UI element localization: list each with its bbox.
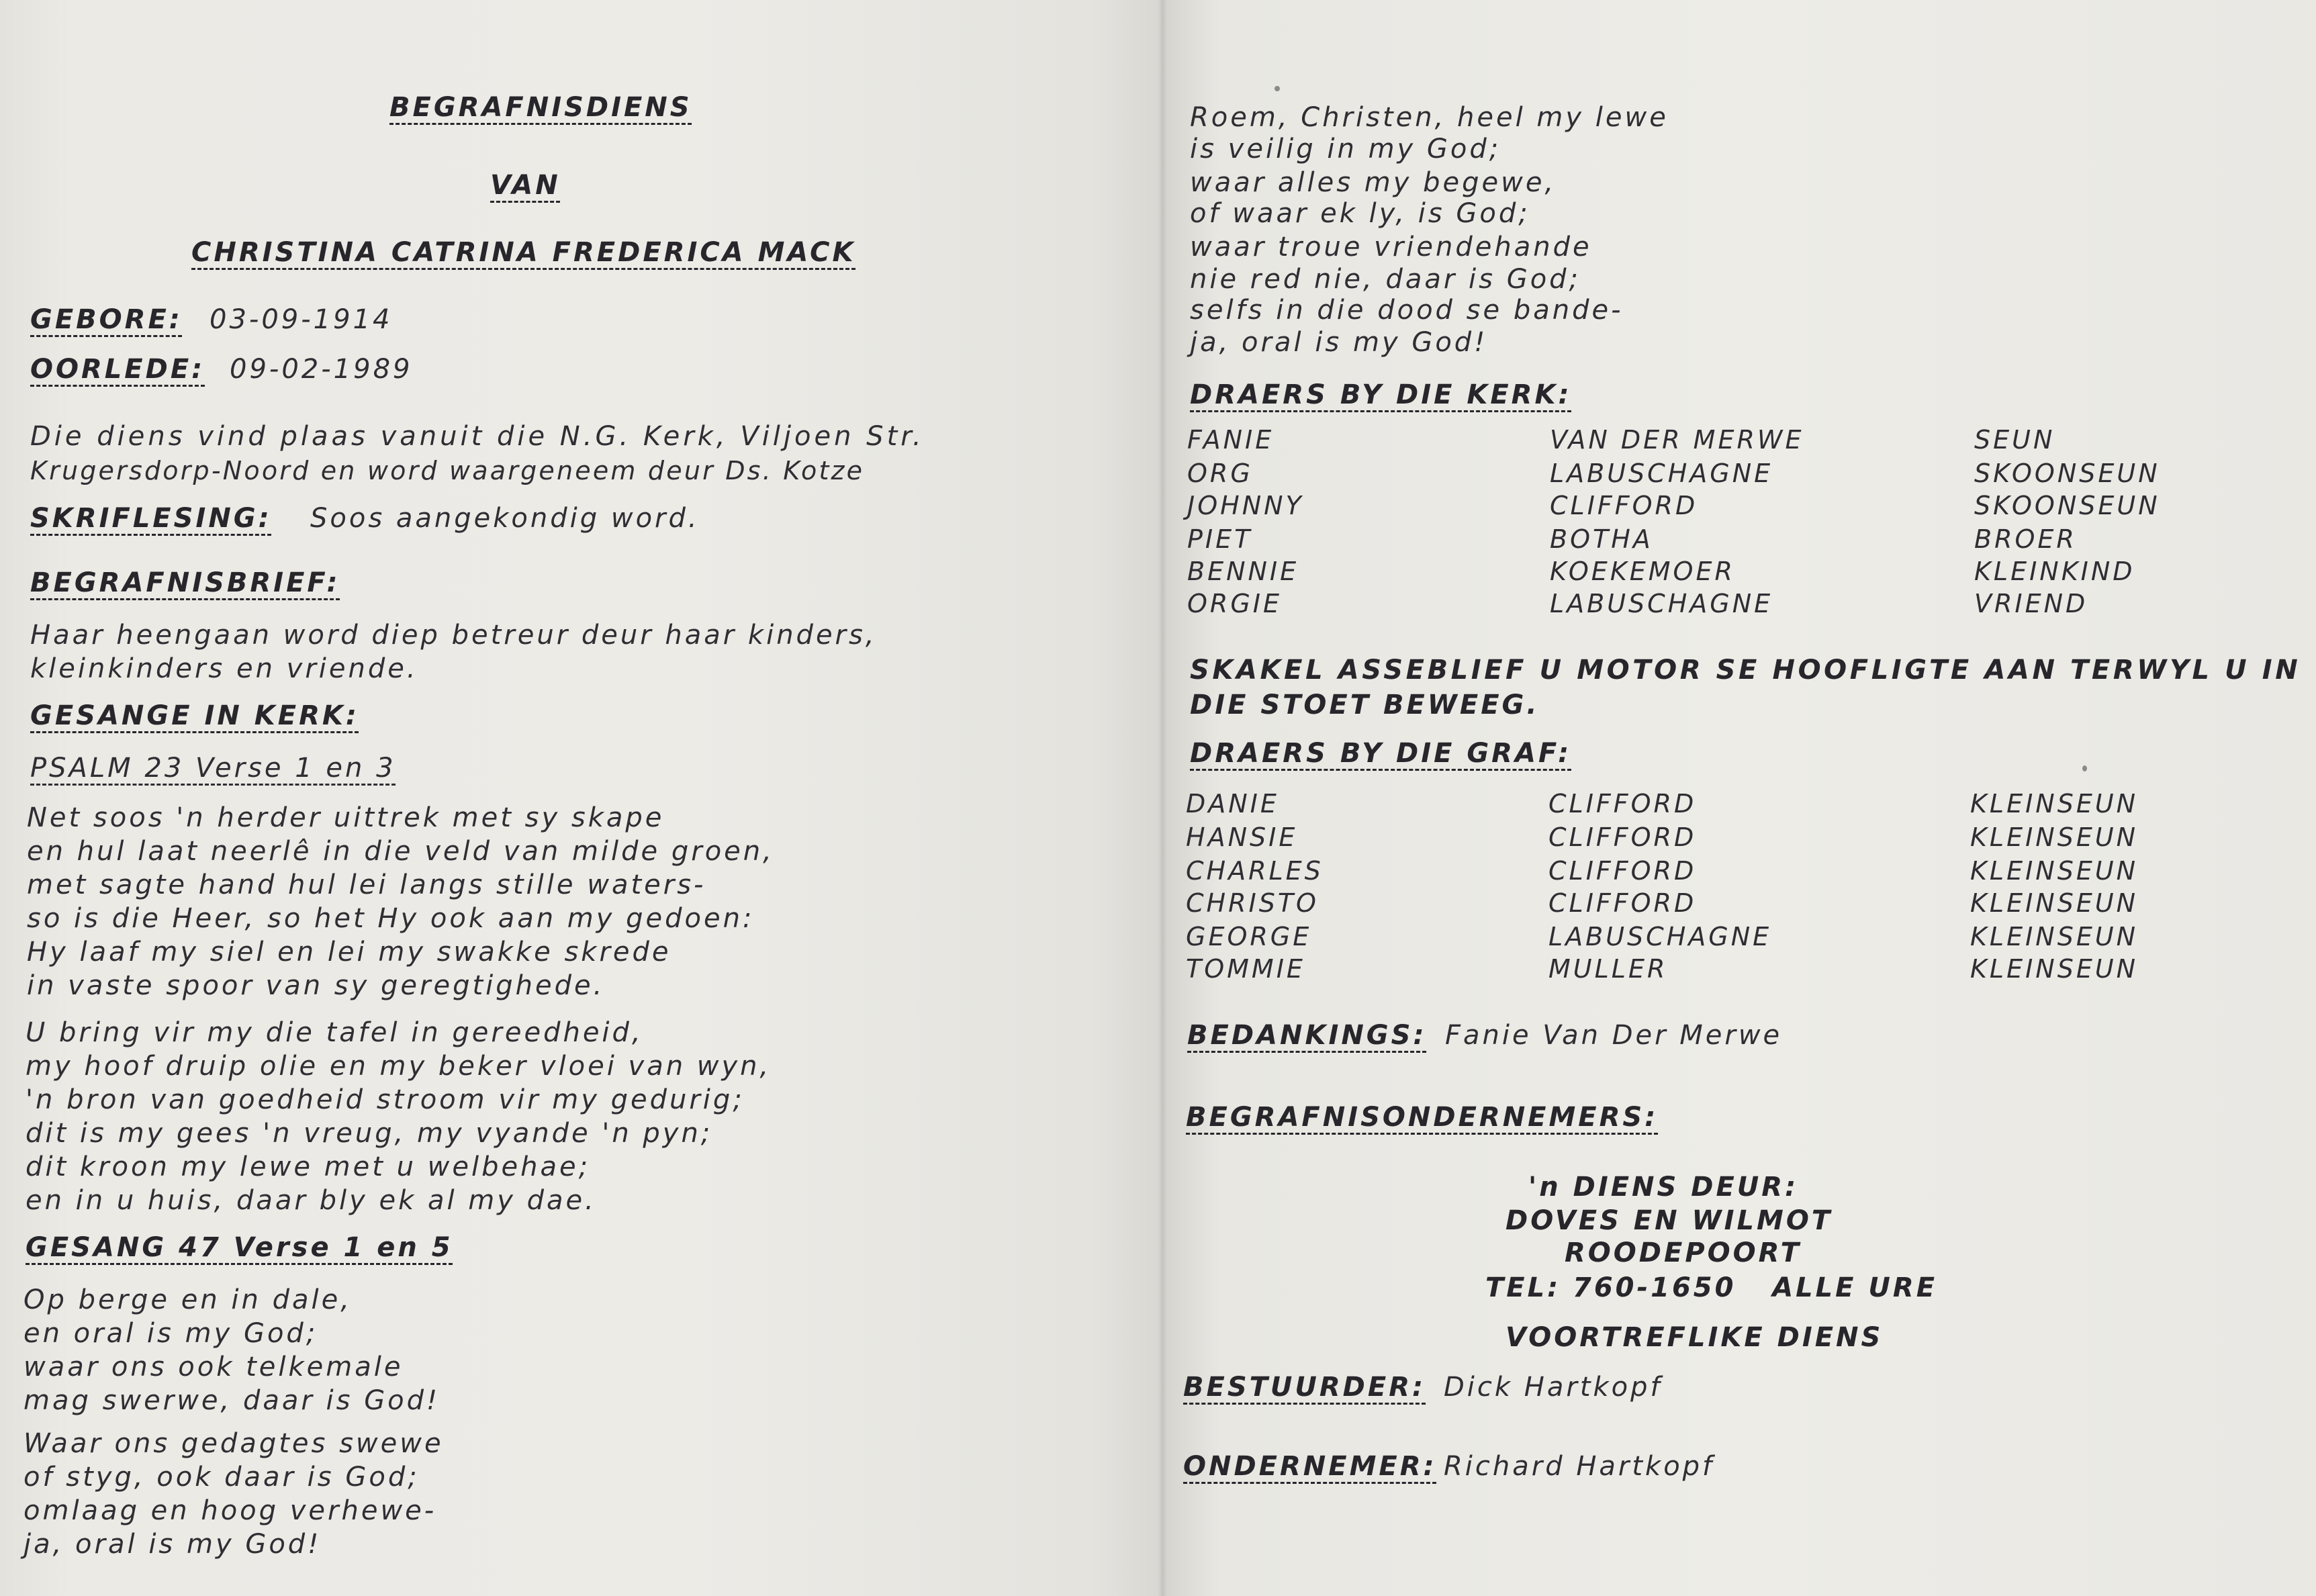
bearer-first: ORGIE (1187, 589, 1282, 618)
bearer-first: BENNIE (1187, 557, 1299, 586)
bearer-relation: KLEINKIND (1974, 557, 2135, 586)
verse-line: Waar ons gedagtes swewe (24, 1428, 444, 1459)
director-name: Dick Hartkopf (1444, 1372, 1663, 1403)
born-date: 03-09-1914 (210, 304, 393, 335)
headlights-notice-line-1: SKAKEL ASSEBLIEF U MOTOR SE HOOFLIGTE AAN TERWYL U IN (1190, 655, 2301, 686)
bearer-relation: KLEINSEUN (1970, 789, 2139, 818)
undertakers-label: BEGRAFNISONDERNEMERS: (1186, 1102, 1659, 1133)
bearer-relation: SKOONSEUN (1974, 459, 2160, 488)
undertaker-person-name: Richard Hartkopf (1444, 1451, 1715, 1482)
verse-line: is veilig in my God; (1190, 134, 1501, 165)
bearer-last: CLIFFORD (1548, 888, 1697, 918)
bearer-first: JOHNNY (1187, 491, 1304, 520)
bearers-church-label: DRAERS BY DIE KERK: (1190, 379, 1572, 410)
program-title: BEGRAFNISDIENS (389, 92, 692, 123)
paper-speck (1275, 86, 1280, 91)
psalm-title: PSALM 23 Verse 1 en 3 (30, 753, 396, 784)
undertaker-line: TEL: 760-1650 ALLE URE (1485, 1272, 1938, 1303)
bearer-relation: KLEINSEUN (1970, 823, 2139, 852)
verse-line: dit kroon my lewe met u welbehae; (26, 1152, 591, 1182)
verse-line: ja, oral is my God! (1190, 327, 1488, 358)
service-line-2: Krugersdorp-Noord en word waargeneem deur Ds. Kotze (30, 456, 865, 485)
thanks-name: Fanie Van Der Merwe (1445, 1020, 1783, 1051)
bearer-relation: VRIEND (1974, 589, 2088, 618)
verse-line: U bring vir my die tafel in gereedheid, (26, 1017, 643, 1048)
verse-line: omlaag en hoog verhewe- (24, 1495, 437, 1526)
verse-line: waar alles my begewe, (1190, 167, 1557, 198)
paper-speck (2082, 765, 2087, 771)
bearer-first: CHARLES (1186, 856, 1324, 886)
bearer-first: FANIE (1187, 425, 1275, 455)
bearer-last: MULLER (1548, 954, 1668, 984)
bearer-relation: KLEINSEUN (1970, 856, 2139, 886)
verse-line: en hul laat neerlê in die veld van milde groen, (27, 836, 774, 867)
bearer-relation: SEUN (1974, 425, 2055, 455)
verse-line: of waar ek ly, is God; (1190, 198, 1530, 229)
undertaker-line: 'n DIENS DEUR: (1528, 1172, 1799, 1203)
director-label: BESTUURDER: (1183, 1372, 1426, 1403)
verse-line: 'n bron van goedheid stroom vir my gedurig; (26, 1084, 745, 1115)
verse-line: ja, oral is my God! (24, 1529, 322, 1560)
bearer-first: CHRISTO (1186, 888, 1319, 918)
died-label: OORLEDE: (30, 354, 205, 385)
bearer-last: CLIFFORD (1548, 823, 1697, 852)
bearer-last: CLIFFORD (1548, 789, 1697, 818)
letter-line-2: kleinkinders en vriende. (30, 653, 418, 684)
hymns-label: GESANGE IN KERK: (30, 700, 359, 731)
page-fold (1158, 0, 1167, 1596)
verse-line: en oral is my God; (24, 1318, 318, 1349)
verse-line: my hoof druip olie en my beker vloei van wyn, (26, 1051, 772, 1082)
verse-line: selfs in die dood se bande- (1190, 295, 1624, 326)
verse-line: waar ons ook telkemale (24, 1352, 404, 1382)
bearer-first: HANSIE (1186, 823, 1298, 852)
undertaker-line: ROODEPOORT (1565, 1237, 1802, 1268)
verse-line: in vaste spoor van sy geregtighede. (27, 970, 605, 1001)
bearer-last: CLIFFORD (1550, 491, 1698, 520)
deceased-name: CHRISTINA CATRINA FREDERICA MACK (191, 237, 856, 268)
bearer-relation: BROER (1974, 524, 2077, 554)
bearer-last: LABUSCHAGNE (1550, 589, 1773, 618)
bearer-first: ORG (1187, 459, 1253, 488)
verse-line: Hy laaf my siel en lei my swakke skrede (27, 937, 671, 968)
verse-line: Roem, Christen, heel my lewe (1190, 102, 1669, 133)
van-label: VAN (490, 170, 561, 201)
bearer-relation: SKOONSEUN (1974, 491, 2160, 520)
bearer-first: DANIE (1186, 789, 1279, 818)
letter-label: BEGRAFNISBRIEF: (30, 567, 340, 598)
bearers-grave-label: DRAERS BY DIE GRAF: (1190, 738, 1572, 769)
verse-line: nie red nie, daar is God; (1190, 264, 1581, 295)
gesang-title: GESANG 47 Verse 1 en 5 (26, 1232, 453, 1263)
verse-line: so is die Heer, so het Hy ook aan my gedoen: (27, 903, 755, 934)
thanks-label: BEDANKINGS: (1187, 1020, 1427, 1051)
verse-line: of styg, ook daar is God; (24, 1462, 420, 1493)
reading-label: SKRIFLESING: (30, 503, 272, 534)
bearer-first: GEORGE (1186, 922, 1312, 951)
died-date: 09-02-1989 (230, 354, 413, 385)
bearer-last: KOEKEMOER (1550, 557, 1735, 586)
bearer-last: LABUSCHAGNE (1548, 922, 1772, 951)
bearer-relation: KLEINSEUN (1970, 922, 2139, 951)
undertaker-line: DOVES EN WILMOT (1506, 1205, 1833, 1236)
bearer-relation: KLEINSEUN (1970, 954, 2139, 984)
verse-line: met sagte hand hul lei langs stille waters- (27, 870, 706, 900)
letter-line-1: Haar heengaan word diep betreur deur haar kinders, (30, 620, 877, 651)
verse-line: Op berge en in dale, (24, 1284, 352, 1315)
bearer-relation: KLEINSEUN (1970, 888, 2139, 918)
undertaker-tagline: VOORTREFLIKE DIENS (1506, 1322, 1884, 1353)
undertaker-person-label: ONDERNEMER: (1183, 1451, 1437, 1482)
verse-line: Net soos 'n herder uittrek met sy skape (27, 802, 665, 833)
bearer-first: TOMMIE (1186, 954, 1305, 984)
headlights-notice-line-2: DIE STOET BEWEEG. (1190, 690, 1540, 720)
verse-line: en in u huis, daar bly ek al my dae. (26, 1185, 596, 1216)
bearer-last: BOTHA (1550, 524, 1653, 554)
bearer-last: CLIFFORD (1548, 856, 1697, 886)
verse-line: mag swerwe, daar is God! (24, 1385, 441, 1416)
bearer-first: PIET (1187, 524, 1253, 554)
reading-text: Soos aangekondig word. (310, 503, 700, 534)
service-line-1: Die diens vind plaas vanuit die N.G. Kerk, Viljoen Str. (30, 421, 925, 452)
bearer-last: LABUSCHAGNE (1550, 459, 1773, 488)
verse-line: dit is my gees 'n vreug, my vyande 'n pyn; (26, 1118, 713, 1149)
bearer-last: VAN DER MERWE (1550, 425, 1804, 455)
born-label: GEBORE: (30, 304, 183, 335)
verse-line: waar troue vriendehande (1190, 232, 1592, 263)
